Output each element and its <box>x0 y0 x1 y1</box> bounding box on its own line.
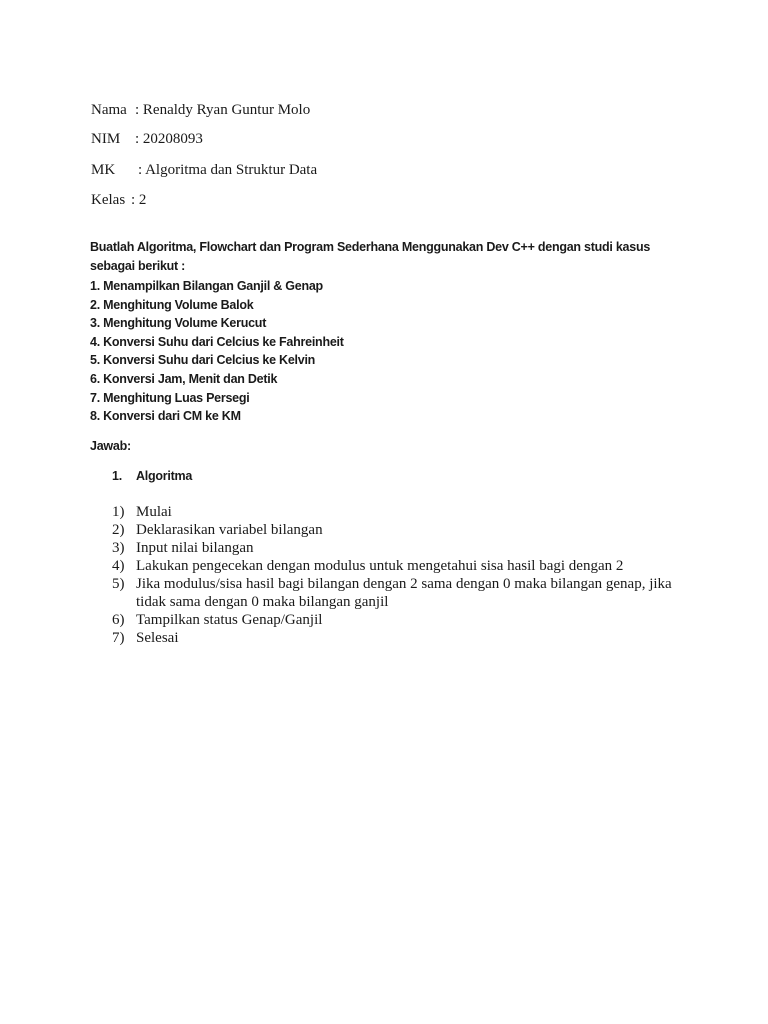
task-item: 3. Menghitung Volume Kerucut <box>90 316 267 331</box>
task-item: 2. Menghitung Volume Balok <box>90 297 254 312</box>
step-marker: 4) <box>112 558 125 574</box>
identity-nama-row <box>91 101 311 119</box>
step-marker: 7) <box>112 630 125 646</box>
kelas-label: Kelas <box>91 192 126 208</box>
step-text: Lakukan pengecekan dengan modulus untuk mengetahui sisa hasil bagi dengan 2 <box>136 558 624 574</box>
step-marker: 5) <box>112 576 125 592</box>
kelas-value: : 2 <box>131 192 147 208</box>
nim-value: : 20208093 <box>135 131 203 147</box>
section-title: Algoritma <box>136 469 193 483</box>
step-text: Selesai <box>136 630 179 646</box>
step-text: Mulai <box>136 504 172 520</box>
identity-kelas-row <box>91 191 147 209</box>
task-item: 4. Konversi Suhu dari Celcius ke Fahreinheit <box>90 334 344 349</box>
algorithm-step <box>112 539 702 557</box>
step-text: Tampilkan status Genap/Ganjil <box>136 612 323 628</box>
step-text: Input nilai bilangan <box>136 540 254 556</box>
algorithm-step <box>112 611 702 629</box>
nim-label: NIM <box>91 131 121 147</box>
algorithm-step <box>112 521 702 539</box>
algorithm-step <box>112 557 702 575</box>
identity-mk-row <box>91 161 318 179</box>
step-marker: 6) <box>112 612 125 628</box>
nama-label: Nama <box>91 102 127 118</box>
task-item: 8. Konversi dari CM ke KM <box>90 409 241 424</box>
step-marker: 3) <box>112 540 125 556</box>
algorithm-step <box>112 575 702 611</box>
nama-value: : Renaldy Ryan Guntur Molo <box>135 102 311 118</box>
step-marker: 1) <box>112 504 125 520</box>
task-item: 6. Konversi Jam, Menit dan Detik <box>90 371 278 386</box>
algorithm-step <box>112 503 702 521</box>
task-item: 5. Konversi Suhu dari Celcius ke Kelvin <box>90 353 316 368</box>
algorithm-step <box>112 629 702 647</box>
jawab-label: Jawab: <box>90 439 131 453</box>
mk-value: : Algoritma dan Struktur Data <box>138 162 318 178</box>
step-marker: 2) <box>112 522 125 538</box>
identity-nim-row <box>91 130 203 148</box>
section-number: 1. <box>112 469 122 483</box>
instruction-text: Buatlah Algoritma, Flowchart dan Program Sederhana Menggunakan Dev C++ dengan studi kasus sebagai berikut : <box>90 240 651 273</box>
step-text: Jika modulus/sisa hasil bagi bilangan dengan 2 sama dengan 0 maka bilangan genap, jika tidak sama dengan 0 maka bilangan ganjil <box>136 576 672 610</box>
section-heading-algoritma <box>112 467 192 485</box>
algorithm-step-list <box>112 503 702 647</box>
step-text: Deklarasikan variabel bilangan <box>136 522 323 538</box>
mk-label: MK <box>91 162 116 178</box>
task-item: 1. Menampilkan Bilangan Ganjil & Genap <box>90 279 323 293</box>
task-list <box>90 277 344 426</box>
task-item: 7. Menghitung Luas Persegi <box>90 390 250 405</box>
